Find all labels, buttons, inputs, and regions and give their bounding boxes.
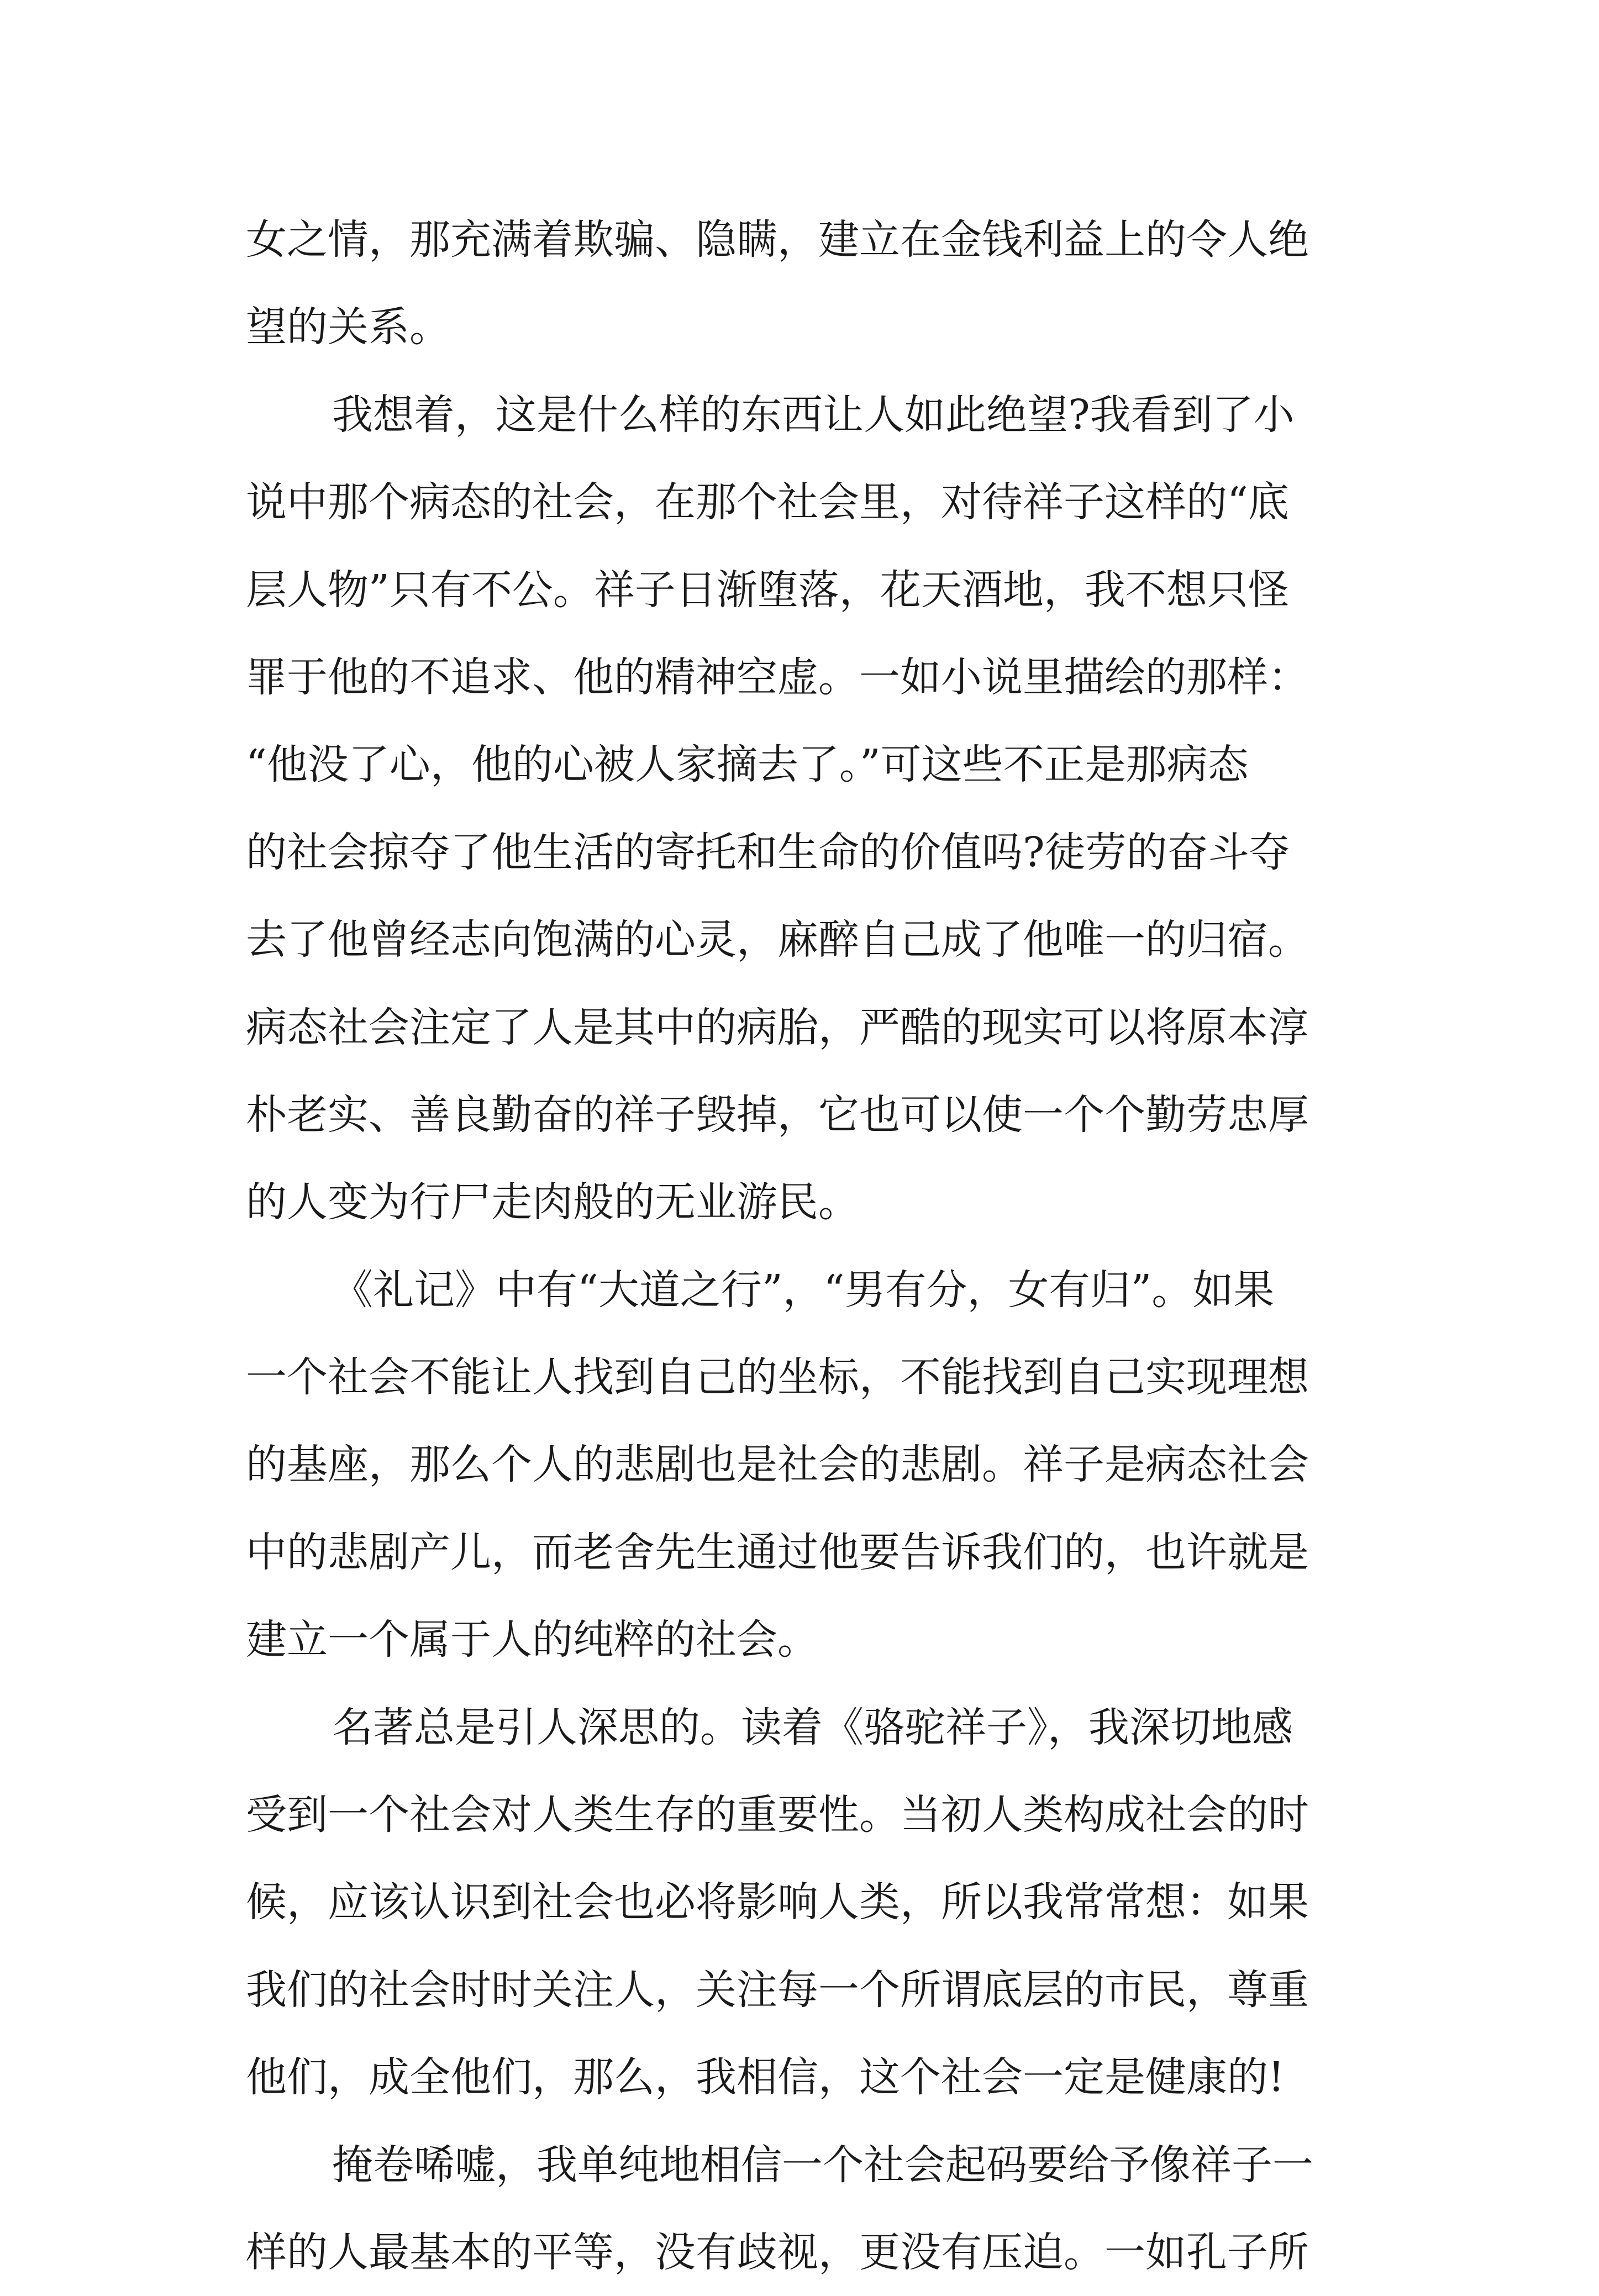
text-line: 层人物”只有不公。祥子日渐堕落，花天酒地，我不想只怪 — [246, 566, 1289, 614]
text-line: 的人变为行尸走肉般的无业游民。 — [246, 1178, 859, 1226]
text-line: 朴老实、善良勤奋的祥子毁掉，它也可以使一个个勤劳忠厚 — [246, 1091, 1309, 1139]
text-line: 候，应该认识到社会也必将影响人类，所以我常常想：如果 — [246, 1878, 1309, 1926]
text-line: 建立一个属于人的纯粹的社会。 — [246, 1616, 818, 1664]
text-line: 掩卷唏嘘，我单纯地相信一个社会起码要给予像祥子一 — [332, 2141, 1313, 2189]
text-line: 一个社会不能让人找到自己的坐标，不能找到自己实现理想 — [246, 1354, 1309, 1402]
text-line: 病态社会注定了人是其中的病胎，严酷的现实可以将原本淳 — [246, 1003, 1309, 1051]
essay-body — [246, 196, 1384, 2296]
text-line: 女之情，那充满着欺骗、隐瞒，建立在金钱利益上的令人绝 — [246, 216, 1309, 264]
text-line: 罪于他的不追求、他的精神空虚。一如小说里描绘的那样： — [246, 653, 1309, 701]
text-line: 中的悲剧产儿，而老舍先生通过他要告诉我们的，也许就是 — [246, 1528, 1309, 1576]
text-line: 说中那个病态的社会，在那个社会里，对待祥子这样的“底 — [246, 478, 1289, 526]
text-line: 我想着，这是什么样的东西让人如此绝望?我看到了小 — [332, 391, 1295, 439]
text-line: 样的人最基本的平等，没有歧视，更没有压迫。一如孔子所 — [246, 2228, 1309, 2276]
text-line: 受到一个社会对人类生存的重要性。当初人类构成社会的时 — [246, 1791, 1309, 1839]
text-line: 《礼记》中有“大道之行”，“男有分，女有归”。如果 — [332, 1266, 1275, 1314]
text-line: 名著总是引人深思的。读着《骆驼祥子》，我深切地感 — [332, 1703, 1293, 1751]
text-line: 望的关系。 — [246, 303, 450, 351]
text-line: 的基座，那么个人的悲剧也是社会的悲剧。祥子是病态社会 — [246, 1441, 1309, 1489]
text-line: 去了他曾经志向饱满的心灵，麻醉自己成了他唯一的归宿。 — [246, 916, 1309, 964]
text-line: “他没了心，他的心被人家摘去了。”可这些不正是那病态 — [246, 741, 1249, 789]
text-line: 他们，成全他们，那么，我相信，这个社会一定是健康的! — [246, 2053, 1285, 2102]
text-line: 的社会掠夺了他生活的寄托和生命的价值吗?徒劳的奋斗夺 — [246, 828, 1290, 876]
text-line: 我们的社会时时关注人，关注每一个所谓底层的市民，尊重 — [246, 1966, 1309, 2014]
